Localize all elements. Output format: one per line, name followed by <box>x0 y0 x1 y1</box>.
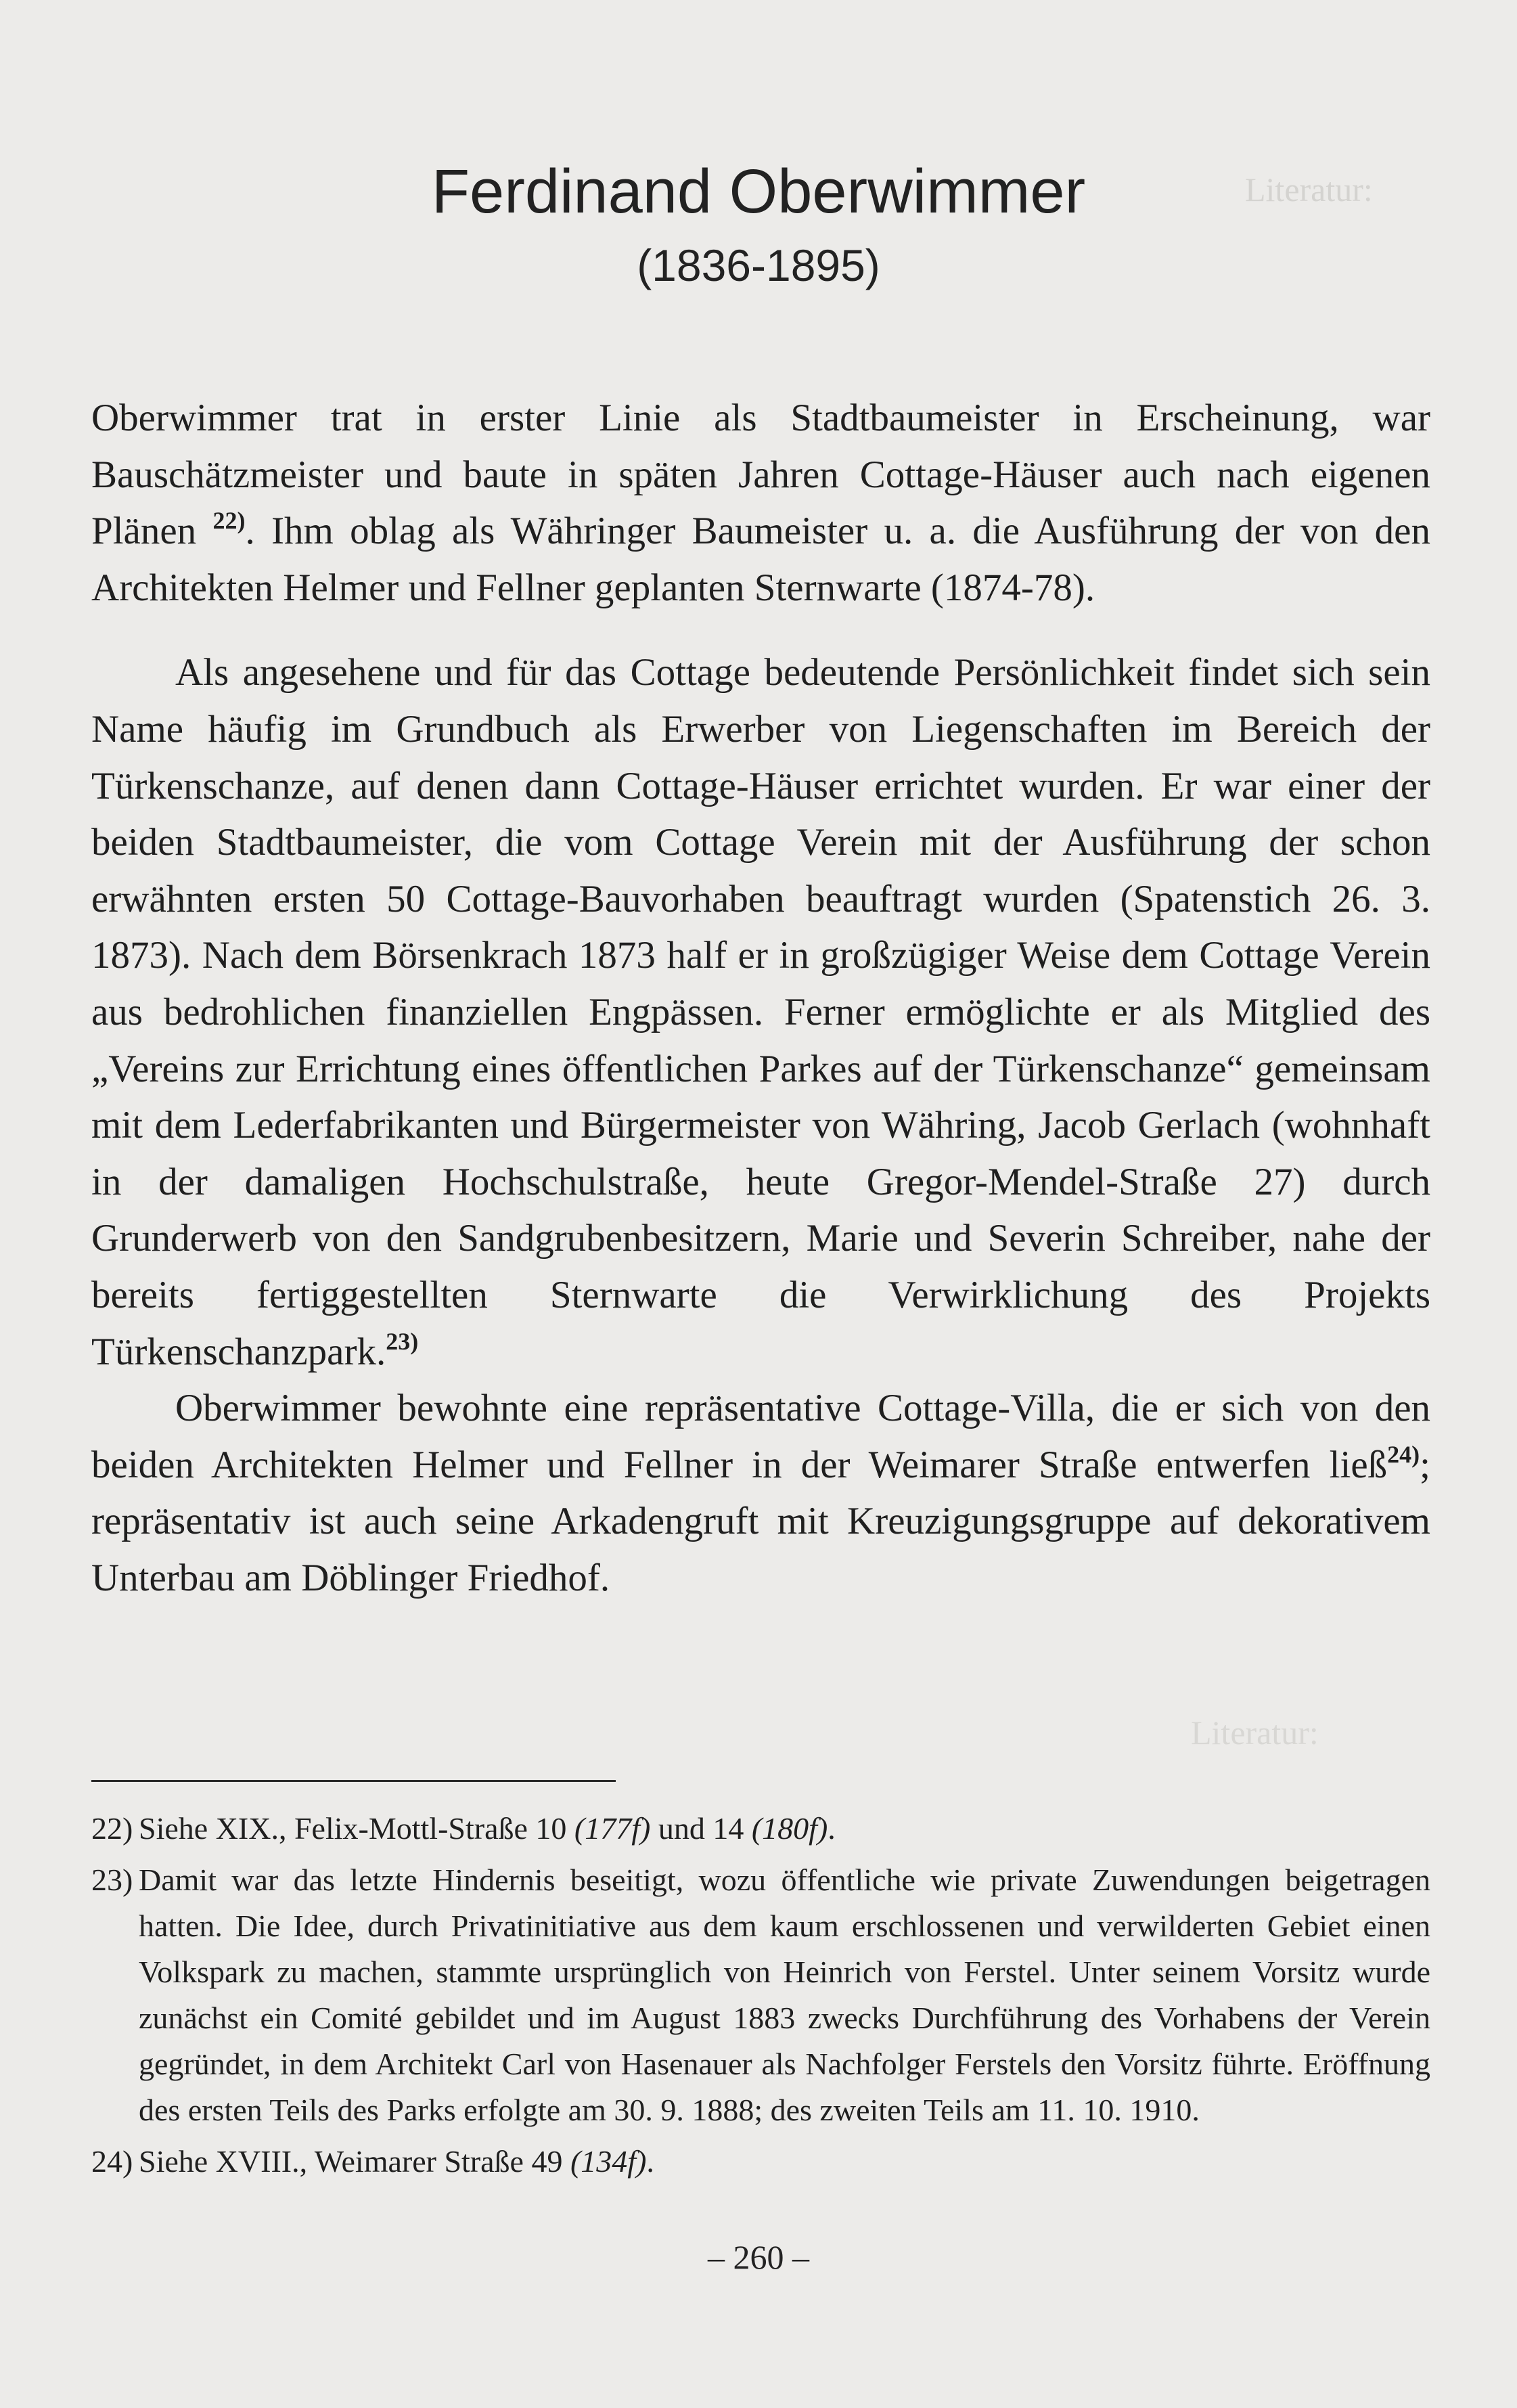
footnote-24: 24) Siehe XVIII., Weimarer Straße 49 (134f). <box>91 2144 654 2179</box>
page-number: – 260 – <box>708 2238 809 2276</box>
footnote-divider <box>91 1780 616 1782</box>
main-text <box>91 390 1430 1606</box>
footnote-ref-24: 24) <box>1387 1440 1420 1468</box>
show-through-text: Literatur: <box>1245 171 1373 208</box>
paragraph-1: Oberwimmer trat in erster Linie als Stadtbaumeister in Erscheinung, war Bauschätzmeister und baute in späten Jahren Cottage-Häuser auch nach eigenen Plänen $^{22)}$. Ihm oblag als Währinger Baumeister u. a. die Ausführung der von den Architekten Helmer und Fellner geplanten Sternwarte (1874-78). <box>91 397 1430 609</box>
footnotes <box>91 1806 1430 2190</box>
footnote-22: 22) Siehe XIX., Felix-Mottl-Straße 10 (177f) und 14 (180f). <box>91 1811 836 1846</box>
page-title: Ferdinand Oberwimmer <box>431 157 1086 226</box>
paragraph-3: Oberwimmer bewohnte eine repräsentative Cottage-Villa, die er sich von den beiden Architekten Helmer und Fellner in der Weimarer Straße entwerfen ließ$^{24)}$; repräsentativ ist auch seine Arkadengruft mit Kreuzigungsgruppe auf dekorativem Unterbau am Döblinger Friedhof. <box>91 1387 1430 1599</box>
show-through-text: Literatur: <box>1191 1714 1319 1752</box>
footnote-23: 23) Damit war das letzte Hindernis beseitigt, wozu öffentliche wie private Zuwendungen beigetragen hatten. Die Idee, durch Privatinitiative aus dem kaum erschlossenen und verwilderten Gebiet einen Volkspark zu machen, stammte ursprünglich von Heinrich von Ferstel. Unter seinem Vorsitz wurde zunächst ein Comité gebildet und im August 1883 zwecks Durchführung des Vorhabens der Verein gegründet, in dem Architekt Carl von Hasenauer als Nachfolger Ferstels den Vorsitz führte. Eröffnung des ersten Teils des Parks erfolgte am 30. 9. 1888; des zweiten Teils am 11. 10. 1910. <box>91 1863 1430 2127</box>
life-years: (1836-1895) <box>637 240 880 290</box>
footnote-ref-23: 23) <box>386 1327 419 1355</box>
paragraph-2: Als angesehene und für das Cottage bedeutende Persönlichkeit findet sich sein Name häufig im Grundbuch als Erwerber von Liegenschaften im Bereich der Türkenschanze, auf denen dann Cottage-Häuser errichtet wurden. Er war einer der beiden Stadtbaumeister, die vom Cottage Verein mit der Ausführung der schon erwähnten ersten 50 Cottage-Bauvorhaben beauftragt wurden (Spatenstich 26. 3. 1873). Nach dem Börsenkrach 1873 half er in großzügiger Weise dem Cottage Verein aus bedrohlichen finanziellen Engpässen. Ferner ermöglichte er als Mitglied des „Vereins zur Errichtung eines öffentlichen Parkes auf der Türkenschanze“ gemeinsam mit dem Lederfabrikanten und Bürgermeister von Währing, Jacob Gerlach (wohnhaft in der damaligen Hochschulstraße, heute Gregor-Mendel-Straße 27) durch Grunderwerb von den Sandgrubenbesitzern, Marie und Severin Schreiber, nahe der bereits fertiggestellten Sternwarte die Verwirklichung des Projekts Türkenschanzpark.$^{23)}$ <box>91 651 1430 1373</box>
footnote-ref-22: 22) <box>212 507 246 535</box>
